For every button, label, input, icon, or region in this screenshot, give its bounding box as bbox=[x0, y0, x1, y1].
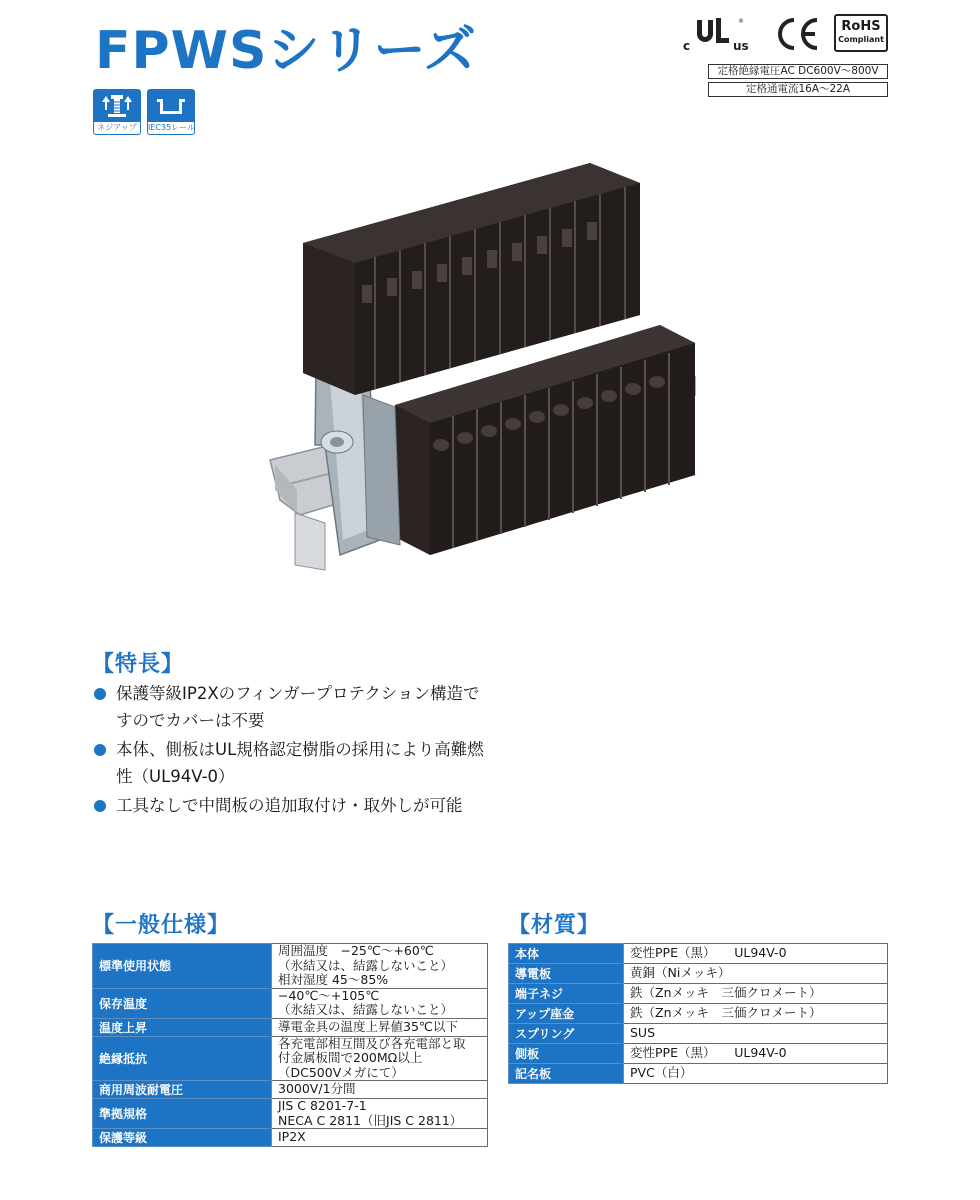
spec-key: 保護等級 bbox=[93, 1129, 272, 1147]
spec-line: 周囲温度 −25℃～+60℃ bbox=[278, 943, 434, 958]
spec-line: 3000V/1分間 bbox=[278, 1081, 356, 1097]
ul-listed-icon bbox=[683, 14, 755, 54]
table-row bbox=[93, 988, 488, 1018]
spec-line: （氷結又は、結露しないこと） bbox=[278, 1002, 454, 1017]
table-row bbox=[509, 1064, 888, 1084]
bullet-icon bbox=[94, 688, 106, 700]
rated-current: 定格通電流16A～22A bbox=[708, 82, 888, 97]
feature-line: 保護等級IP2Xのフィンガープロテクション構造で bbox=[116, 684, 480, 703]
screw-up-icon bbox=[100, 92, 134, 120]
table-row bbox=[509, 1004, 888, 1024]
rohs-subtitle: Compliant bbox=[838, 35, 884, 44]
material-key: 記名板 bbox=[509, 1064, 624, 1084]
bullet-icon bbox=[94, 800, 106, 812]
material-key: 端子ネジ bbox=[509, 984, 624, 1004]
spec-line: 付金属板間で200MΩ以上 bbox=[278, 1050, 423, 1065]
rated-insulation-voltage: 定格絶縁電圧AC DC600V～800V bbox=[708, 64, 888, 79]
spec-value bbox=[272, 1129, 488, 1147]
terminal-block-product-image bbox=[255, 145, 715, 610]
material-value: 鉄（Znメッキ 三価クロメート） bbox=[624, 984, 888, 1004]
spec-line: 導電金具の温度上昇値35℃以下 bbox=[278, 1018, 458, 1034]
materials-table bbox=[508, 943, 888, 1084]
din-rail-icon bbox=[154, 93, 188, 119]
screw-up-label: ネジアップ bbox=[93, 122, 141, 135]
material-value: 変性PPE（黒） UL94V-0 bbox=[624, 1044, 888, 1064]
ul-c-text: c bbox=[683, 39, 691, 53]
page-title: FPWSシリーズ bbox=[95, 21, 477, 81]
certification-marks bbox=[683, 12, 888, 56]
spec-key: 温度上昇 bbox=[93, 1018, 272, 1036]
spec-value bbox=[272, 944, 488, 989]
spec-line: JIS C 8201-7-1 bbox=[278, 1098, 367, 1113]
material-value: 変性PPE（黒） UL94V-0 bbox=[624, 944, 888, 964]
material-value: PVC（白） bbox=[624, 1064, 888, 1084]
table-row bbox=[93, 1018, 488, 1036]
specs-heading: 【一般仕様】 bbox=[92, 913, 231, 938]
svg-text:®: ® bbox=[738, 18, 744, 25]
table-row bbox=[93, 1099, 488, 1129]
table-row bbox=[93, 944, 488, 989]
material-value: SUS bbox=[624, 1024, 888, 1044]
spec-key: 準拠規格 bbox=[93, 1099, 272, 1129]
spec-value bbox=[272, 988, 488, 1018]
spec-value bbox=[272, 1081, 488, 1099]
spec-line: （DC500Vメガにて） bbox=[278, 1064, 404, 1080]
rohs-badge bbox=[834, 14, 888, 52]
spec-line: 相対湿度 45～85% bbox=[278, 972, 389, 987]
material-key: 導電板 bbox=[509, 964, 624, 984]
feature-line: すのでカバーは不要 bbox=[116, 711, 265, 730]
table-row bbox=[509, 964, 888, 984]
material-key: 側板 bbox=[509, 1044, 624, 1064]
spec-value bbox=[272, 1099, 488, 1129]
spec-key: 商用周波耐電圧 bbox=[93, 1081, 272, 1099]
spec-value bbox=[272, 1018, 488, 1036]
feature-line: 性（UL94V-0） bbox=[116, 767, 235, 786]
features-heading: 【特長】 bbox=[92, 652, 185, 677]
feature-line: 工具なしで中間板の追加取付け・取外しが可能 bbox=[116, 796, 463, 815]
spec-line: IP2X bbox=[278, 1129, 306, 1145]
table-row bbox=[93, 1036, 488, 1081]
material-value: 黄銅（Niメッキ） bbox=[624, 964, 888, 984]
din-rail-feature bbox=[147, 89, 195, 136]
spec-key: 絶縁抵抗 bbox=[93, 1036, 272, 1081]
table-row bbox=[93, 1129, 488, 1147]
table-row bbox=[509, 944, 888, 964]
din-rail-label: IEC35レール bbox=[147, 122, 195, 135]
bullet-icon bbox=[94, 744, 106, 756]
material-key: スプリング bbox=[509, 1024, 624, 1044]
table-row bbox=[509, 1024, 888, 1044]
material-key: 本体 bbox=[509, 944, 624, 964]
spec-line: −40℃～+105℃ bbox=[278, 987, 380, 1003]
feature-item bbox=[92, 792, 492, 819]
table-row bbox=[509, 1044, 888, 1064]
spec-line: 各充電部相互間及び各充電部と取 bbox=[278, 1035, 466, 1051]
spec-value bbox=[272, 1036, 488, 1081]
spec-line: （氷結又は、結露しないこと） bbox=[278, 957, 454, 973]
feature-item bbox=[92, 736, 492, 790]
rohs-title: RoHS bbox=[841, 19, 881, 34]
features-list bbox=[92, 680, 492, 821]
specs-table bbox=[92, 943, 488, 1147]
spec-key: 標準使用状態 bbox=[93, 944, 272, 989]
material-value: 鉄（Znメッキ 三価クロメート） bbox=[624, 1004, 888, 1024]
ul-us-text: us bbox=[733, 39, 749, 53]
spec-line: NECA C 2811（旧JIS C 2811） bbox=[278, 1112, 463, 1128]
material-key: アップ座金 bbox=[509, 1004, 624, 1024]
feature-line: 本体、側板はUL規格認定樹脂の採用により高難燃 bbox=[116, 740, 484, 759]
table-row bbox=[509, 984, 888, 1004]
feature-item bbox=[92, 680, 492, 734]
materials-heading: 【材質】 bbox=[508, 913, 601, 938]
spec-key: 保存温度 bbox=[93, 988, 272, 1018]
ce-mark-icon bbox=[775, 14, 821, 54]
screw-up-feature bbox=[93, 89, 141, 136]
table-row bbox=[93, 1081, 488, 1099]
